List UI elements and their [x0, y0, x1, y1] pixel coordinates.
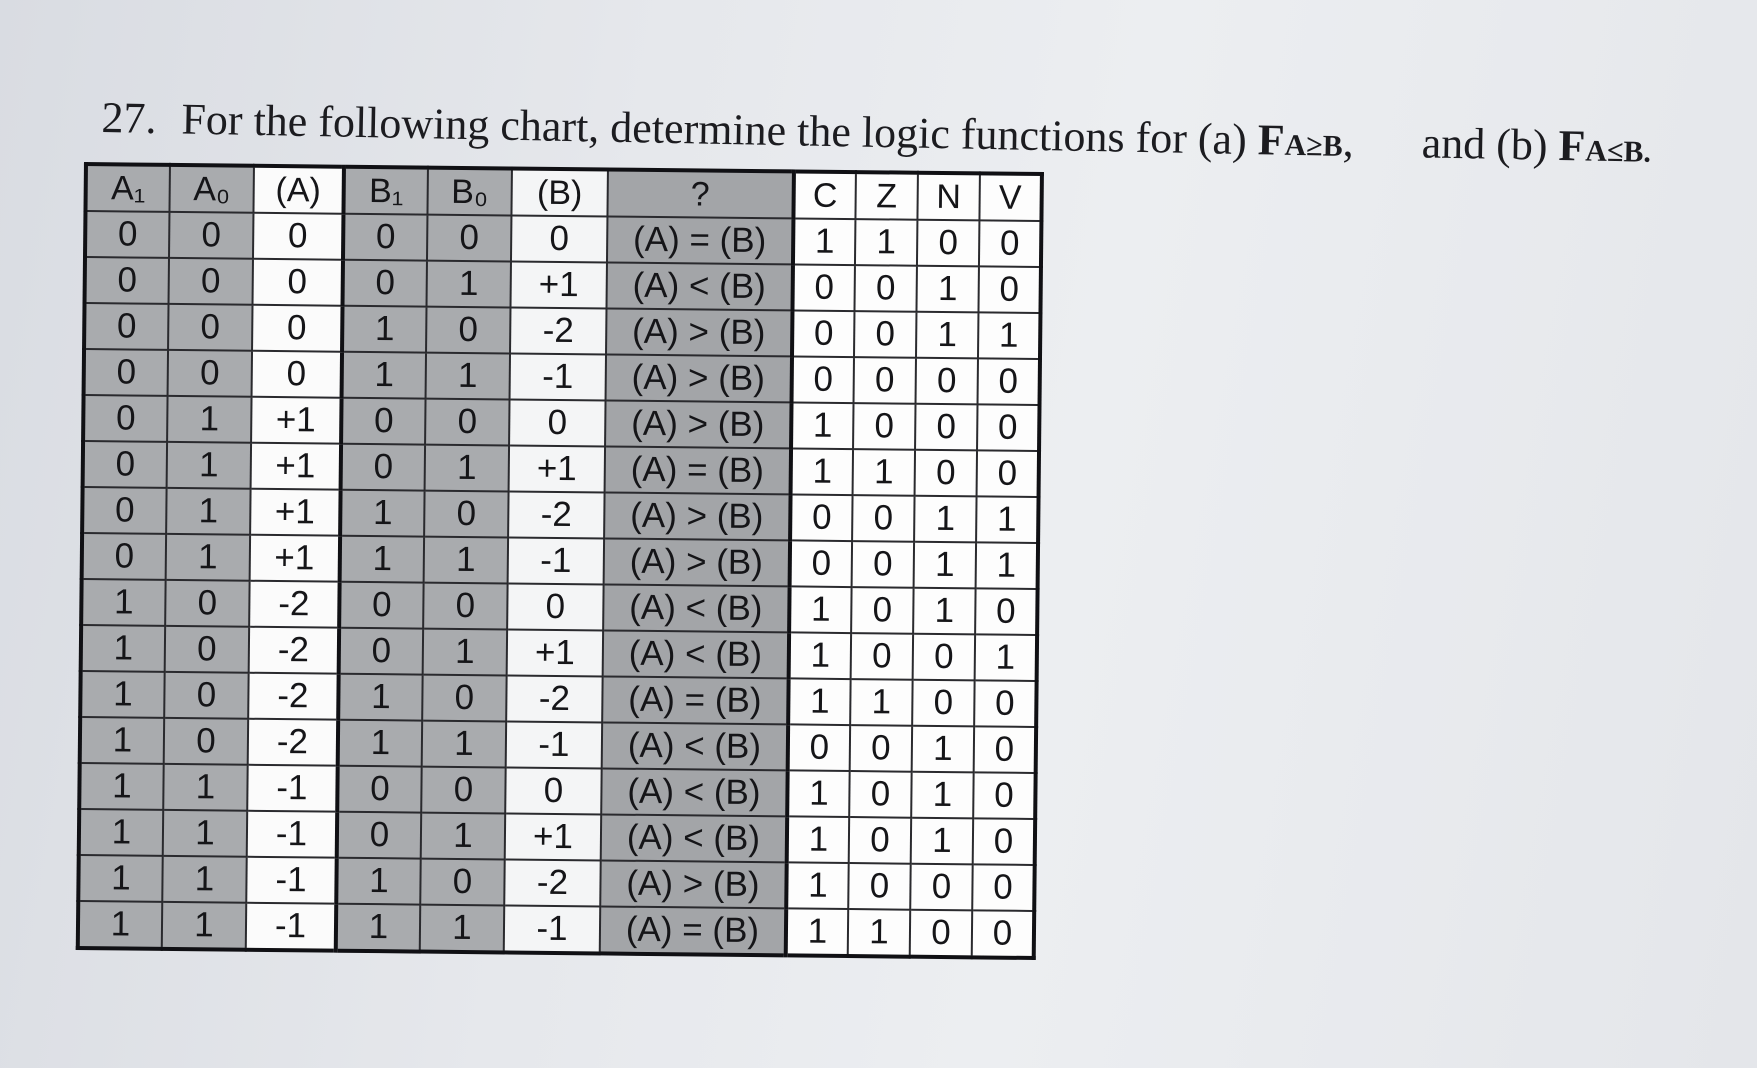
header-a0: A₀: [169, 165, 253, 213]
cell-b-value: 0: [507, 583, 603, 630]
cell-a1: 0: [82, 533, 166, 580]
header-a1: A₁: [85, 164, 169, 212]
cell-a-value: -1: [246, 903, 336, 951]
cell-comparison: (A) < (B): [601, 768, 787, 816]
cell-a-value: 0: [253, 213, 343, 260]
cell-a-value: 0: [252, 351, 342, 398]
cell-b-value: -1: [504, 905, 600, 953]
cell-a1: 1: [81, 625, 165, 672]
cell-n-flag: 1: [911, 772, 973, 819]
cell-b1: 0: [343, 260, 427, 307]
cell-a0: 1: [166, 534, 250, 581]
cell-b0: 0: [427, 215, 511, 262]
cell-a1: 1: [78, 901, 162, 949]
cell-c-flag: 1: [791, 448, 853, 495]
question-text: [101, 92, 1752, 175]
cell-n-flag: 1: [911, 818, 973, 865]
cell-b-value: -2: [504, 859, 600, 906]
cell-v-flag: 1: [976, 496, 1038, 543]
cell-v-flag: 0: [975, 588, 1037, 635]
cell-n-flag: 0: [915, 404, 977, 451]
cell-a0: 0: [165, 626, 249, 673]
question-number: 27.: [101, 92, 157, 144]
question-comma: ,: [1342, 116, 1355, 167]
cell-comparison: (A) < (B): [603, 630, 789, 678]
cell-v-flag: 0: [978, 358, 1040, 405]
cell-b1: 0: [343, 214, 427, 261]
header-b-value: (B): [511, 168, 607, 216]
header-c-flag: C: [793, 171, 855, 219]
header-a-value: (A): [253, 166, 343, 214]
cell-a0: 0: [169, 212, 253, 259]
cell-z-flag: 0: [850, 725, 912, 772]
cell-b-value: -1: [506, 721, 602, 768]
cell-z-flag: 1: [848, 909, 910, 957]
cell-z-flag: 0: [854, 357, 916, 404]
truth-table-wrapper: [76, 162, 1044, 960]
cell-a-value: -2: [249, 627, 339, 674]
cell-n-flag: 0: [917, 220, 979, 267]
cell-a-value: +1: [250, 489, 340, 536]
cell-c-flag: 1: [786, 862, 848, 909]
cell-a1: 0: [83, 441, 167, 488]
cell-n-flag: 1: [913, 588, 975, 635]
cell-a1: 0: [82, 487, 166, 534]
cell-a-value: -2: [248, 673, 338, 720]
cell-n-flag: 0: [916, 358, 978, 405]
cell-a0: 0: [164, 672, 248, 719]
cell-comparison: (A) > (B): [606, 354, 792, 402]
cell-b0: 1: [422, 721, 506, 768]
cell-v-flag: 0: [974, 680, 1036, 727]
header-b1: B₁: [343, 167, 427, 215]
cell-a-value: +1: [251, 397, 341, 444]
cell-comparison: (A) > (B): [604, 538, 790, 586]
cell-comparison: (A) = (B): [600, 906, 786, 955]
cell-a0: 0: [169, 258, 253, 305]
cell-n-flag: 1: [916, 266, 978, 313]
cell-a-value: -1: [247, 811, 337, 858]
cell-b-value: +1: [505, 813, 601, 860]
cell-v-flag: 0: [973, 772, 1035, 819]
cell-a1: 0: [84, 349, 168, 396]
cell-c-flag: 0: [792, 356, 854, 403]
table-body: [78, 211, 1042, 958]
cell-n-flag: 1: [912, 726, 974, 773]
cell-b1: 1: [340, 490, 424, 537]
cell-b1: 0: [341, 444, 425, 491]
cell-b1: 1: [338, 720, 422, 767]
cell-b-value: -2: [506, 675, 602, 722]
cell-b0: 0: [424, 491, 508, 538]
cell-z-flag: 0: [851, 587, 913, 634]
cell-b1: 1: [342, 306, 426, 353]
cell-b0: 1: [425, 445, 509, 492]
cell-b1: 1: [338, 674, 422, 721]
cell-b-value: -2: [508, 491, 604, 538]
cell-comparison: (A) < (B): [603, 584, 789, 632]
cell-a1: 0: [84, 303, 168, 350]
cell-n-flag: 0: [912, 680, 974, 727]
cell-z-flag: 0: [851, 633, 913, 680]
cell-b0: 1: [427, 261, 511, 308]
cell-a-value: 0: [252, 305, 342, 352]
table-row: [78, 901, 1034, 958]
function-a: FA≥B: [1257, 115, 1343, 165]
cell-a0: 0: [168, 304, 252, 351]
cell-b-value: -1: [510, 353, 606, 400]
cell-comparison: (A) > (B): [600, 860, 786, 908]
cell-a1: 1: [81, 579, 165, 626]
cell-n-flag: 0: [913, 634, 975, 681]
cell-b0: 1: [420, 905, 504, 953]
cell-z-flag: 0: [849, 817, 911, 864]
cell-v-flag: 0: [974, 726, 1036, 773]
cell-v-flag: 0: [972, 864, 1034, 911]
cell-comparison: (A) < (B): [606, 262, 792, 310]
cell-b0: 0: [421, 767, 505, 814]
cell-b-value: 0: [511, 215, 607, 262]
cell-a1: 0: [85, 257, 169, 304]
cell-a-value: -1: [247, 765, 337, 812]
cell-b-value: -2: [510, 307, 606, 354]
question-prompt: For the following chart, determine the logic functions for (a): [181, 94, 1248, 164]
cell-c-flag: 1: [786, 908, 848, 956]
cell-z-flag: 0: [853, 403, 915, 450]
cell-a0: 1: [167, 442, 251, 489]
header-b0: B₀: [427, 168, 511, 216]
cell-a1: 1: [79, 809, 163, 856]
cell-b1: 0: [341, 398, 425, 445]
cell-a0: 1: [162, 856, 246, 903]
cell-v-flag: 0: [973, 818, 1035, 865]
cell-v-flag: 1: [978, 312, 1040, 359]
cell-v-flag: 1: [976, 542, 1038, 589]
cell-n-flag: 1: [914, 496, 976, 543]
cell-b1: 1: [340, 536, 424, 583]
cell-n-flag: 0: [910, 910, 972, 958]
cell-z-flag: 0: [854, 265, 916, 312]
cell-comparison: (A) = (B): [607, 216, 793, 264]
cell-a-value: 0: [253, 259, 343, 306]
cell-c-flag: 0: [792, 310, 854, 357]
cell-z-flag: 1: [853, 449, 915, 496]
cell-b-value: +1: [507, 629, 603, 676]
cell-z-flag: 0: [852, 495, 914, 542]
cell-v-flag: 0: [979, 220, 1041, 267]
cell-c-flag: 1: [789, 632, 851, 679]
cell-a-value: -2: [249, 581, 339, 628]
cell-a0: 1: [163, 810, 247, 857]
cell-b-value: +1: [509, 445, 605, 492]
header-comparison: ?: [607, 169, 793, 218]
cell-a-value: -1: [246, 857, 336, 904]
cell-b-value: 0: [505, 767, 601, 814]
truth-table: [76, 162, 1044, 960]
cell-comparison: (A) = (B): [605, 446, 791, 494]
header-n-flag: N: [917, 173, 979, 221]
cell-c-flag: 1: [791, 402, 853, 449]
cell-z-flag: 0: [849, 771, 911, 818]
cell-b1: 1: [336, 904, 420, 952]
cell-a0: 0: [168, 350, 252, 397]
cell-comparison: (A) > (B): [605, 400, 791, 448]
cell-c-flag: 1: [787, 770, 849, 817]
cell-a-value: -2: [248, 719, 338, 766]
header-z-flag: Z: [855, 172, 917, 220]
cell-c-flag: 1: [788, 678, 850, 725]
question-part-b: and (b): [1421, 118, 1549, 170]
cell-c-flag: 1: [787, 816, 849, 863]
header-v-flag: V: [979, 173, 1041, 221]
cell-c-flag: 0: [790, 540, 852, 587]
cell-b0: 1: [421, 813, 505, 860]
cell-c-flag: 1: [793, 218, 855, 265]
cell-z-flag: 0: [848, 863, 910, 910]
cell-a0: 1: [163, 764, 247, 811]
cell-a1: 1: [79, 763, 163, 810]
cell-z-flag: 0: [854, 311, 916, 358]
cell-b1: 0: [339, 628, 423, 675]
cell-v-flag: 0: [978, 266, 1040, 313]
cell-b1: 1: [342, 352, 426, 399]
cell-a0: 1: [166, 488, 250, 535]
cell-v-flag: 0: [977, 404, 1039, 451]
cell-c-flag: 0: [788, 724, 850, 771]
cell-a0: 1: [162, 902, 246, 950]
cell-b0: 0: [423, 583, 507, 630]
cell-b-value: 0: [509, 399, 605, 446]
cell-a1: 0: [85, 211, 169, 258]
cell-b0: 1: [423, 629, 507, 676]
cell-b0: 1: [424, 537, 508, 584]
function-b: FA≤B.: [1558, 120, 1652, 171]
cell-n-flag: 0: [910, 864, 972, 911]
cell-b-value: +1: [511, 261, 607, 308]
cell-b0: 0: [426, 307, 510, 354]
cell-v-flag: 0: [972, 910, 1034, 958]
cell-a1: 1: [78, 855, 162, 902]
cell-v-flag: 0: [977, 450, 1039, 497]
cell-b0: 0: [422, 675, 506, 722]
cell-comparison: (A) < (B): [602, 722, 788, 770]
cell-b0: 1: [426, 353, 510, 400]
cell-b0: 0: [425, 399, 509, 446]
cell-comparison: (A) = (B): [602, 676, 788, 724]
cell-c-flag: 1: [789, 586, 851, 633]
cell-n-flag: 1: [914, 542, 976, 589]
cell-b0: 0: [420, 859, 504, 906]
cell-comparison: (A) < (B): [601, 814, 787, 862]
cell-b-value: -1: [508, 537, 604, 584]
cell-n-flag: 0: [915, 450, 977, 497]
cell-v-flag: 1: [975, 634, 1037, 681]
cell-a1: 1: [80, 717, 164, 764]
cell-c-flag: 0: [792, 264, 854, 311]
cell-a-value: +1: [251, 443, 341, 490]
cell-a0: 0: [165, 580, 249, 627]
cell-a0: 0: [164, 718, 248, 765]
cell-comparison: (A) > (B): [606, 308, 792, 356]
cell-comparison: (A) > (B): [604, 492, 790, 540]
cell-a1: 1: [80, 671, 164, 718]
cell-z-flag: 0: [852, 541, 914, 588]
cell-n-flag: 1: [916, 312, 978, 359]
cell-a1: 0: [83, 395, 167, 442]
cell-b1: 0: [337, 812, 421, 859]
cell-z-flag: 1: [855, 219, 917, 266]
cell-z-flag: 1: [850, 679, 912, 726]
cell-b1: 0: [337, 766, 421, 813]
cell-a0: 1: [167, 396, 251, 443]
cell-b1: 1: [336, 858, 420, 905]
cell-b1: 0: [339, 582, 423, 629]
cell-c-flag: 0: [790, 494, 852, 541]
cell-a-value: +1: [250, 535, 340, 582]
